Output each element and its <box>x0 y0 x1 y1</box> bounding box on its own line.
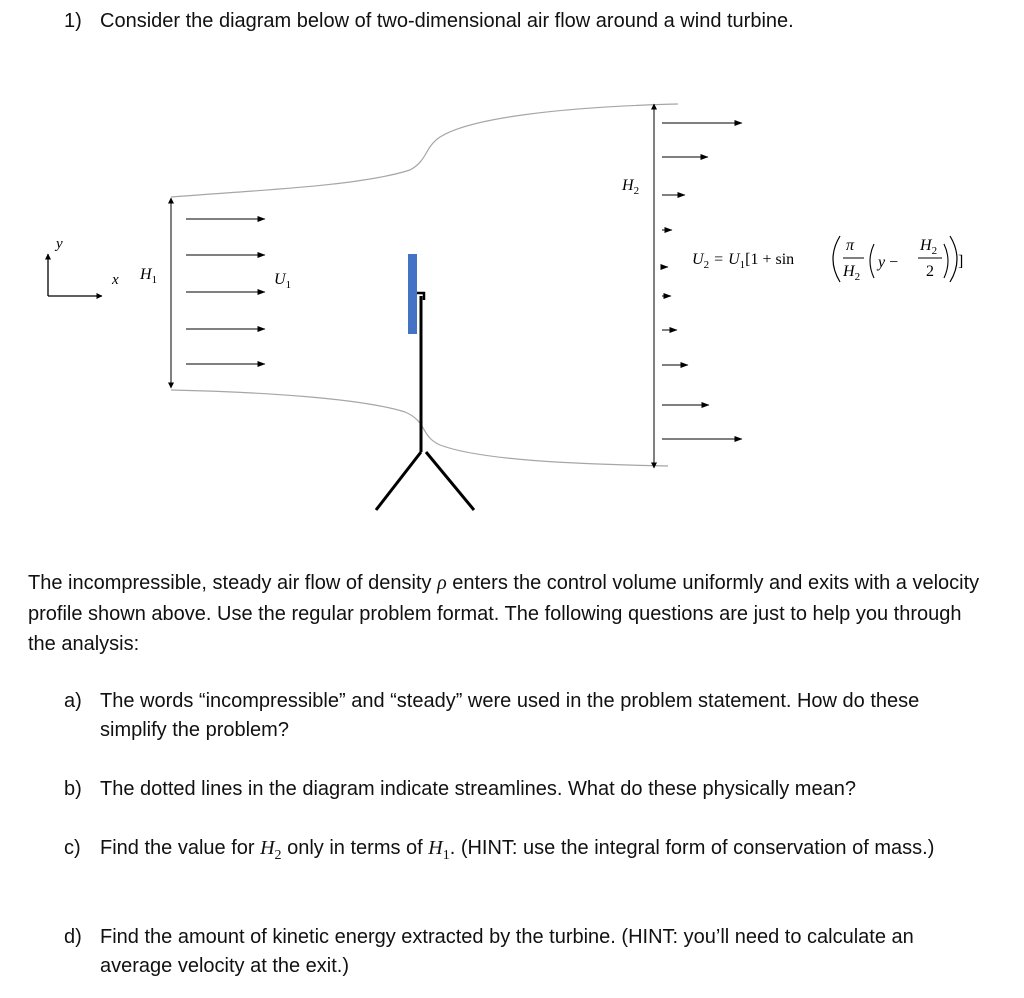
part-c-text-2: only in terms of <box>281 837 429 859</box>
outer-close-paren <box>950 236 957 282</box>
half-numerator: $H_2$ <box>920 237 938 257</box>
y-axis-label: y <box>56 236 63 252</box>
u1-label: $U_1$ <box>274 271 292 291</box>
upper-streamline <box>171 104 678 197</box>
equation-y: y − <box>878 254 899 271</box>
coordinate-axes <box>48 236 119 296</box>
pi-numerator: π <box>846 237 855 254</box>
part-a-text: The words “incompressible” and “steady” were used in the problem statement. How do these simplify the problem? <box>100 690 920 741</box>
h2-variable: $H_2$ <box>260 837 282 863</box>
part-c <box>64 834 984 870</box>
part-c-text-1: Find the value for <box>100 837 261 859</box>
outlet-height-dimension <box>621 104 654 468</box>
question-heading <box>64 10 794 33</box>
part-b-text: The dotted lines in the diagram indicate streamlines. What do these physically mean? <box>100 778 856 800</box>
part-c-letter: c) <box>64 837 81 859</box>
streamlines <box>171 104 678 466</box>
rho-symbol: ρ <box>437 572 447 594</box>
intro-text-start: The incompressible, steady air flow of density <box>28 572 438 594</box>
inlet-velocity-arrows <box>186 219 265 364</box>
turbine-right-leg <box>426 452 474 510</box>
outer-open-paren <box>833 236 840 282</box>
inlet-height-dimension <box>139 198 171 388</box>
part-d <box>64 923 984 981</box>
h2-label: $H_2$ <box>622 177 640 197</box>
part-c-body <box>100 834 984 870</box>
pi-denominator: $H_2$ <box>843 263 861 283</box>
part-c-text-3: . (HINT: use the integral form of conservation of mass.) <box>449 837 935 859</box>
h1-variable: $H_1$ <box>428 837 450 863</box>
wind-turbine-diagram <box>0 60 1024 530</box>
turbine-left-leg <box>376 452 421 510</box>
part-b-letter: b) <box>64 778 82 800</box>
inner-open-paren <box>870 244 874 278</box>
part-a-letter: a) <box>64 690 82 712</box>
x-axis-label: x <box>112 272 119 288</box>
outlet-velocity-profile <box>662 123 742 439</box>
question-title-text: Consider the diagram below of two-dimensional air flow around a wind turbine. <box>100 10 794 32</box>
velocity-profile-equation <box>692 236 963 283</box>
turbine-blade <box>408 254 417 334</box>
equation-close-bracket: ] <box>958 253 964 270</box>
part-d-letter: d) <box>64 926 82 948</box>
part-b <box>64 775 984 804</box>
part-a <box>64 687 984 745</box>
part-d-text: Find the amount of kinetic energy extracted by the turbine. (HINT: you’ll need to calculate an average velocity at the exit.) <box>100 926 914 977</box>
intro-text-end: enters the control volume uniformly and exits with a velocity profile shown above. Use the regular problem format. The following questions are just to help you through the analysis: <box>28 572 980 655</box>
question-number: 1) <box>64 10 82 32</box>
h1-label: $H_1$ <box>140 266 158 286</box>
equation-lhs: $U_2 = U_1[1 + \sin$ <box>692 251 795 271</box>
wind-turbine <box>376 254 474 510</box>
inner-close-paren <box>944 244 948 278</box>
problem-intro <box>28 568 988 660</box>
half-denominator: 2 <box>926 263 934 280</box>
